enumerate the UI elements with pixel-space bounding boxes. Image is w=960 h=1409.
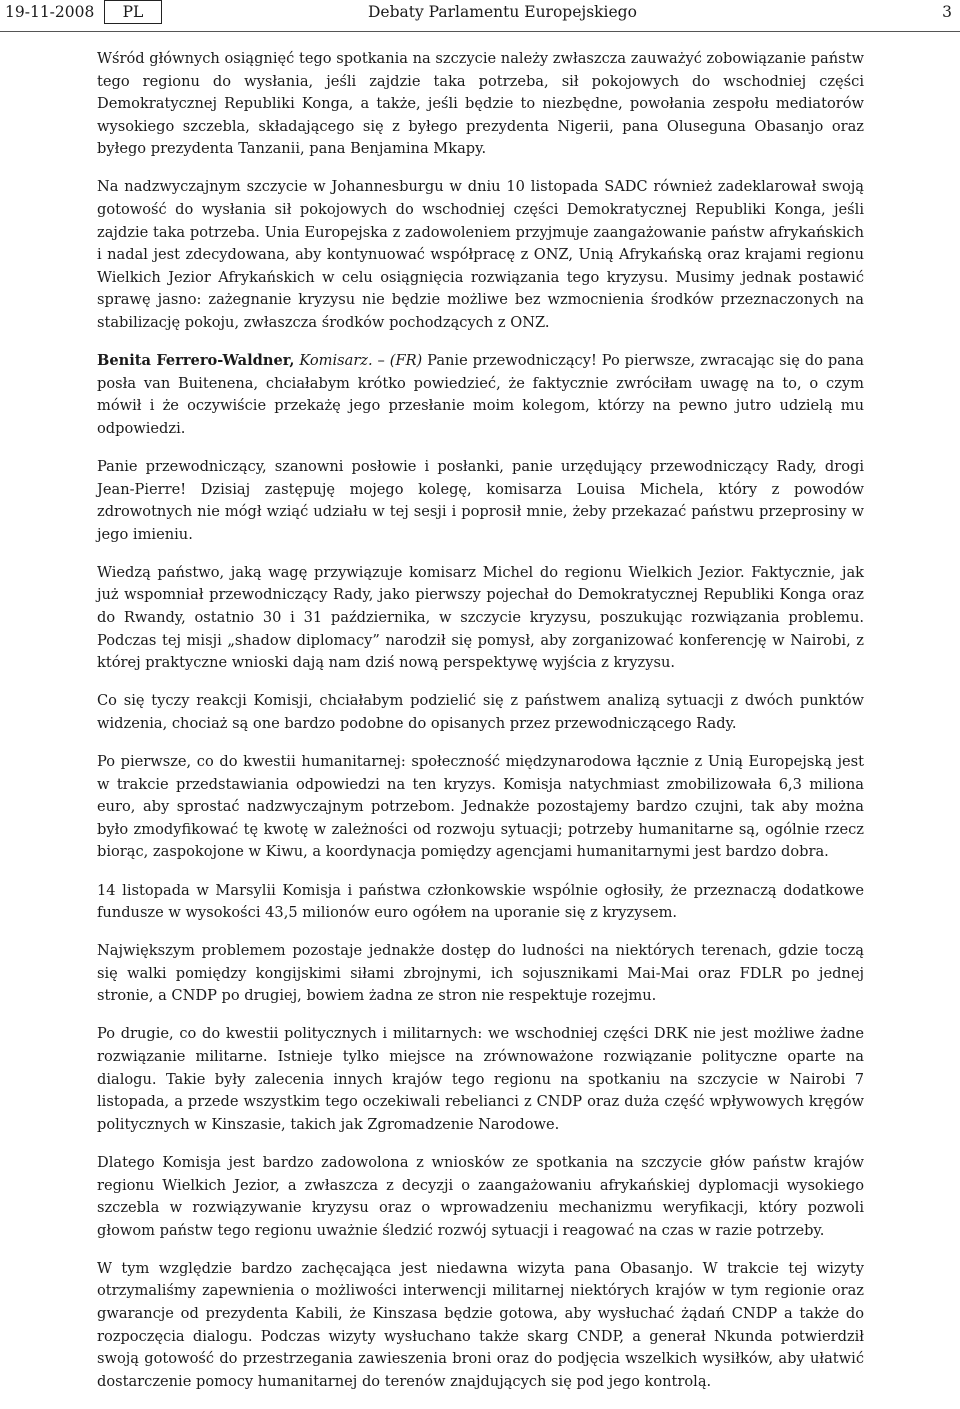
paragraph: Co się tyczy reakcji Komisji, chciałabym podzielić się z państwem analizą sytuacji z dwóch punktów widzenia, chociaż są one bardzo podobne do opisanych przez przewodniczącego Rady. [97,692,864,732]
paragraph: Po drugie, co do kwestii politycznych i militarnych: we wschodniej części DRK nie jest możliwe żadne rozwiązanie militarne. Istnieje tylko miejsce na zrównoważone rozwiązanie polityczne oparte na dialogu. Takie były zalecenia innych krajów tego regionu na spotkaniu na szczycie w Nairobi 7 listopada, a przede wszystkim tego oczekiwali rebelianci z CNDP oraz duża część wpływowych kręgów politycznych w Kinszasie, takich jak Zgromadzenie Narodowe. [97,1025,864,1133]
speech-text: Panie przewodniczący! Po pierwsze, zwracając się do pana posła van Buitenena, chciałabym krótko powiedzieć, że faktycznie zwróciłam uwagę na to, o czym mówił i że oczywiście przekażę jego przesłanie moim kolegom, którzy na pewno jutro udzielą mu odpowiedzi. [97,352,865,437]
original-language: (FR) [389,352,423,370]
paragraph: W tym względzie bardzo zachęcająca jest niedawna wizyta pana Obasanjo. W trakcie tej wizyty otrzymaliśmy zapewnienia o możliwości interwencji militarnej niektórych krajów w tym regionie oraz gwarancje od prezydenta Kabili, że Kinszasa będzie gotowa, aby wysłuchać żądań CNDP a także do rozpoczęcia dialogu. Podczas wizyty wysłuchano także skarg CNDP, a generał Nkunda potwierdził swoją gotowość do przestrzegania zawieszenia broni oraz do podjęcia wszelkich wysiłków, aby ułatwić dostarczenie pomocy humanitarnej do terenów znajdujących się pod jego kontrolą. [97,1259,864,1390]
publication-title: Debaty Parlamentu Europejskiego [368,3,637,21]
paragraph: Wiedzą państwo, jaką wagę przywiązuje komisarz Michel do regionu Wielkich Jezior. Faktycznie, jak już wspomniał przewodniczący Rady, jako pierwszy pojechał do Demokratycznej Republiki Konga oraz do Rwandy, ostatnio 30 i 31 października, w szczycie kryzysu, poszukując rozwiązania problemu. Podczas tej misji „shadow diplomacy” narodził się pomysł, aby zorganizować konferencję w Nairobi, z której praktyczne wnioski dają nam dziś nową perspektywę wyjścia z kryzysu. [97,563,864,672]
header-date: 19-11-2008 [5,3,95,21]
paragraph: Po pierwsze, co do kwestii humanitarnej: społeczność międzynarodowa łącznie z Unią Europejską jest w trakcie przedstawiania odpowiedzi na ten kryzys. Komisja natychmiast zmobilizowała 6,3 miliona euro, aby sprostać nadzwyczajnym potrzebom. Jednakże pozostajemy bardzo czujni, tak aby można było zmodyfikować tę kwotę w zależności od rozwoju sytuacji; potrzeby humanitarne są, ogólnie rzecz biorąc, zaspokojone w Kiwu, a koordynacja pomiędzy agencjami humanitarnymi jest bardzo dobra. [97,753,864,861]
paragraph: Dlatego Komisja jest bardzo zadowolona z wniosków ze spotkania na szczycie głów państw krajów regionu Wielkich Jezior, a zwłaszcza z decyzji o zaangażowaniu afrykańskiej dyplomacji wysokiego szczebla w rozwiązywanie kryzysu oraz o wprowadzeniu mechanizmu weryfikacji, który pozwoli głowom państw tego regionu uważnie śledzić rozwój sytuacji i reagować na czas w razie potrzeby. [97,1153,864,1239]
paragraph: Największym problemem pozostaje jednakże dostęp do ludności na niektórych terenach, gdzie toczą się walki pomiędzy kongijskimi siłami zbrojnymi, ich sojusznikami Mai-Mai oraz FDLR po jednej stronie, a CNDP po drugiej, bowiem żadna ze stron nie respektuje rozejmu. [97,942,864,1005]
paragraph: Na nadzwyczajnym szczycie w Johannesburgu w dniu 10 listopada SADC również zadeklarował swoją gotowość do wysłania sił pokojowych do wschodniej części Demokratycznej Republiki Konga, jeśli zajdzie taka potrzeba. Unia Europejska z zadowoleniem przyjmuje zaangażowanie państw afrykańskich i nadal jest zdecydowana, aby kontynuować współpracę z ONZ, Unią Afrykańską oraz krajami regionu Wielkich Jezior Afrykańskich w celu osiągnięcia rozwiązania tego kryzysu. Musimy jednak postawić sprawę jasno: zażegnanie kryzysu nie będzie możliwe bez wzmocnienia środków przeznaczonych na stabilizację pokoju, zwłaszcza środków pochodzących z ONZ. [97,178,864,332]
document-body [97,48,864,1409]
language-badge: PL [104,0,162,24]
page-number: 3 [942,3,952,21]
speech-paragraph: Benita Ferrero-Waldner, Komisarz. – (FR) Panie przewodniczący! Po pierwsze, zwracając się do pana posła van Buitenena, chciałabym krótko powiedzieć, że faktycznie zwróciłam uwagę na to, o czym mówił i że oczywiście przekażę jego przesłanie moim kolegom, którzy na pewno jutro udzielą mu odpowiedzi. [97,352,865,437]
speaker-name: Benita Ferrero-Waldner, [97,352,295,370]
paragraph: Wśród głównych osiągnięć tego spotkania na szczycie należy zwłaszcza zauważyć zobowiązanie państw tego regionu do wysłania, jeśli zajdzie taka potrzeba, sił pokojowych do wschodniej części Demokratycznej Republiki Konga, a także, jeśli będzie to niezbędne, powołania zespołu mediatorów wysokiego szczebla, składającego się z byłego prezydenta Nigerii, pana Oluseguna Obasanjo oraz byłego prezydenta Tanzanii, pana Benjamina Mkapy. [97,50,864,158]
header-rule [0,31,960,32]
paragraph: 14 listopada w Marsylii Komisja i państwa członkowskie wspólnie ogłosiły, że przeznaczą dodatkowe fundusze w wysokości 43,5 milionów euro ogółem na uporanie się z kryzysem. [97,881,864,922]
paragraph: Panie przewodniczący, szanowni posłowie i posłanki, panie urzędujący przewodniczący Rady, drogi Jean-Pierre! Dzisiaj zastępuję mojego kolegę, komisarza Louisa Michela, który z powodów zdrowotnych nie mógł wziąć udziału w tej sesji i poprosił mnie, żeby przekazać państwu przeprosiny w jego imieniu. [97,458,864,543]
speaker-role: Komisarz. [299,352,373,370]
page-header [0,0,960,32]
